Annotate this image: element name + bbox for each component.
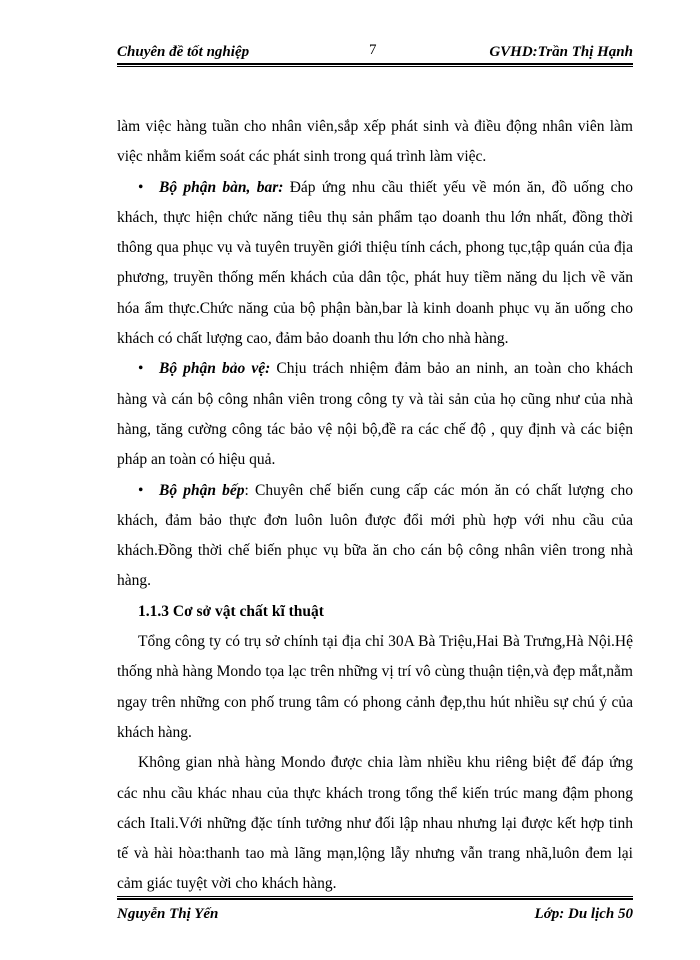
bullet-text: Chịu trách nhiệm đảm bảo an ninh, an toàn cho khách hàng và cán bộ công nhân viên trong công ty và tài sản của họ cũng như của nhà hàng, tăng cường công tác bảo vệ nội bộ,đề ra các chế độ , quy định và các biện pháp an toàn có hiệu quả. <box>117 360 633 469</box>
bullet-term: Bộ phận bàn, bar: <box>159 178 284 196</box>
paragraph-space: Không gian nhà hàng Mondo được chia làm nhiều khu riêng biệt để đáp ứng các nhu cầu khác nhau của thực khách trong tổng thể kiến trúc mang đậm phong cách Itali.Với những đặc tính tưởng như đối lập nhau nhưng lại được kết hợp tinh tế và hài hòa:thanh tao mà lãng mạn,lộng lẫy nhưng vẫn trang nhã,luôn đem lại cảm giác tuyệt vời cho khách hàng. <box>117 754 633 893</box>
bullet-icon: • <box>138 360 144 378</box>
paragraph-headquarters: Tổng công ty có trụ sở chính tại địa chỉ 30A Bà Triệu,Hai Bà Trưng,Hà Nội.Hệ thống nhà hàng Mondo tọa lạc trên những vị trí vô cùng thuận tiện,và đẹp mắt,nằm ngay trên những con phố trung tâm có phong cảnh đẹp,thu hút nhiều sự chú ý của khách hàng. <box>117 633 633 741</box>
bullet-text: Đáp ứng nhu cầu thiết yếu về món ăn, đồ uống cho khách, thực hiện chức năng tiêu thụ sản phẩm tạo doanh thu lớn nhất, đồng thời thông qua phục vụ và tuyên truyền giới thiệu tính cách, phong tục,tập quán của địa phương, truyền thống mến khách của dân tộc, phát huy tiềm năng du lịch về văn hóa ẩm thực.Chức năng của bộ phận bàn,bar là kinh doanh phục vụ ăn uống cho khách có chất lượng cao, đảm bảo doanh thu lớn cho nhà hàng. <box>117 178 633 348</box>
footer-author: Nguyễn Thị Yến <box>117 906 219 922</box>
header-document-title: Chuyên đề tốt nghiệp <box>117 44 250 60</box>
footer-class: Lớp: Du lịch 50 <box>534 906 633 922</box>
bullet-text: : Chuyên chế biến cung cấp các món ăn có chất lượng cho khách, đảm bảo thực đơn luôn luôn được đổi mới phù hợp với nhu cầu của khách.Đồng thời chế biến phục vụ bữa ăn cho cán bộ công nhân viên trong nhà hàng. <box>117 481 633 590</box>
bullet-item-ban-bar <box>117 173 633 355</box>
page-header <box>117 36 633 66</box>
bullet-icon: • <box>138 481 144 499</box>
bullet-icon: • <box>138 178 144 196</box>
bullet-item-bao-ve <box>117 354 633 475</box>
page-footer <box>117 906 633 930</box>
page-number: 7 <box>369 42 377 58</box>
footer-rule <box>117 896 633 900</box>
paragraph-continuation: làm việc hàng tuần cho nhân viên,sắp xếp phát sinh và điều động nhân viên làm việc nhằm kiểm soát các phát sinh trong quá trình làm việc. <box>117 118 633 166</box>
header-rule <box>117 63 633 67</box>
header-supervisor: GVHD:Trần Thị Hạnh <box>489 44 633 60</box>
document-body <box>117 112 633 900</box>
bullet-term: Bộ phận bảo vệ: <box>159 360 271 378</box>
section-heading: 1.1.3 Cơ sở vật chất kĩ thuật <box>138 602 324 620</box>
bullet-item-bep <box>117 476 633 597</box>
bullet-term: Bộ phận bếp <box>159 481 245 499</box>
